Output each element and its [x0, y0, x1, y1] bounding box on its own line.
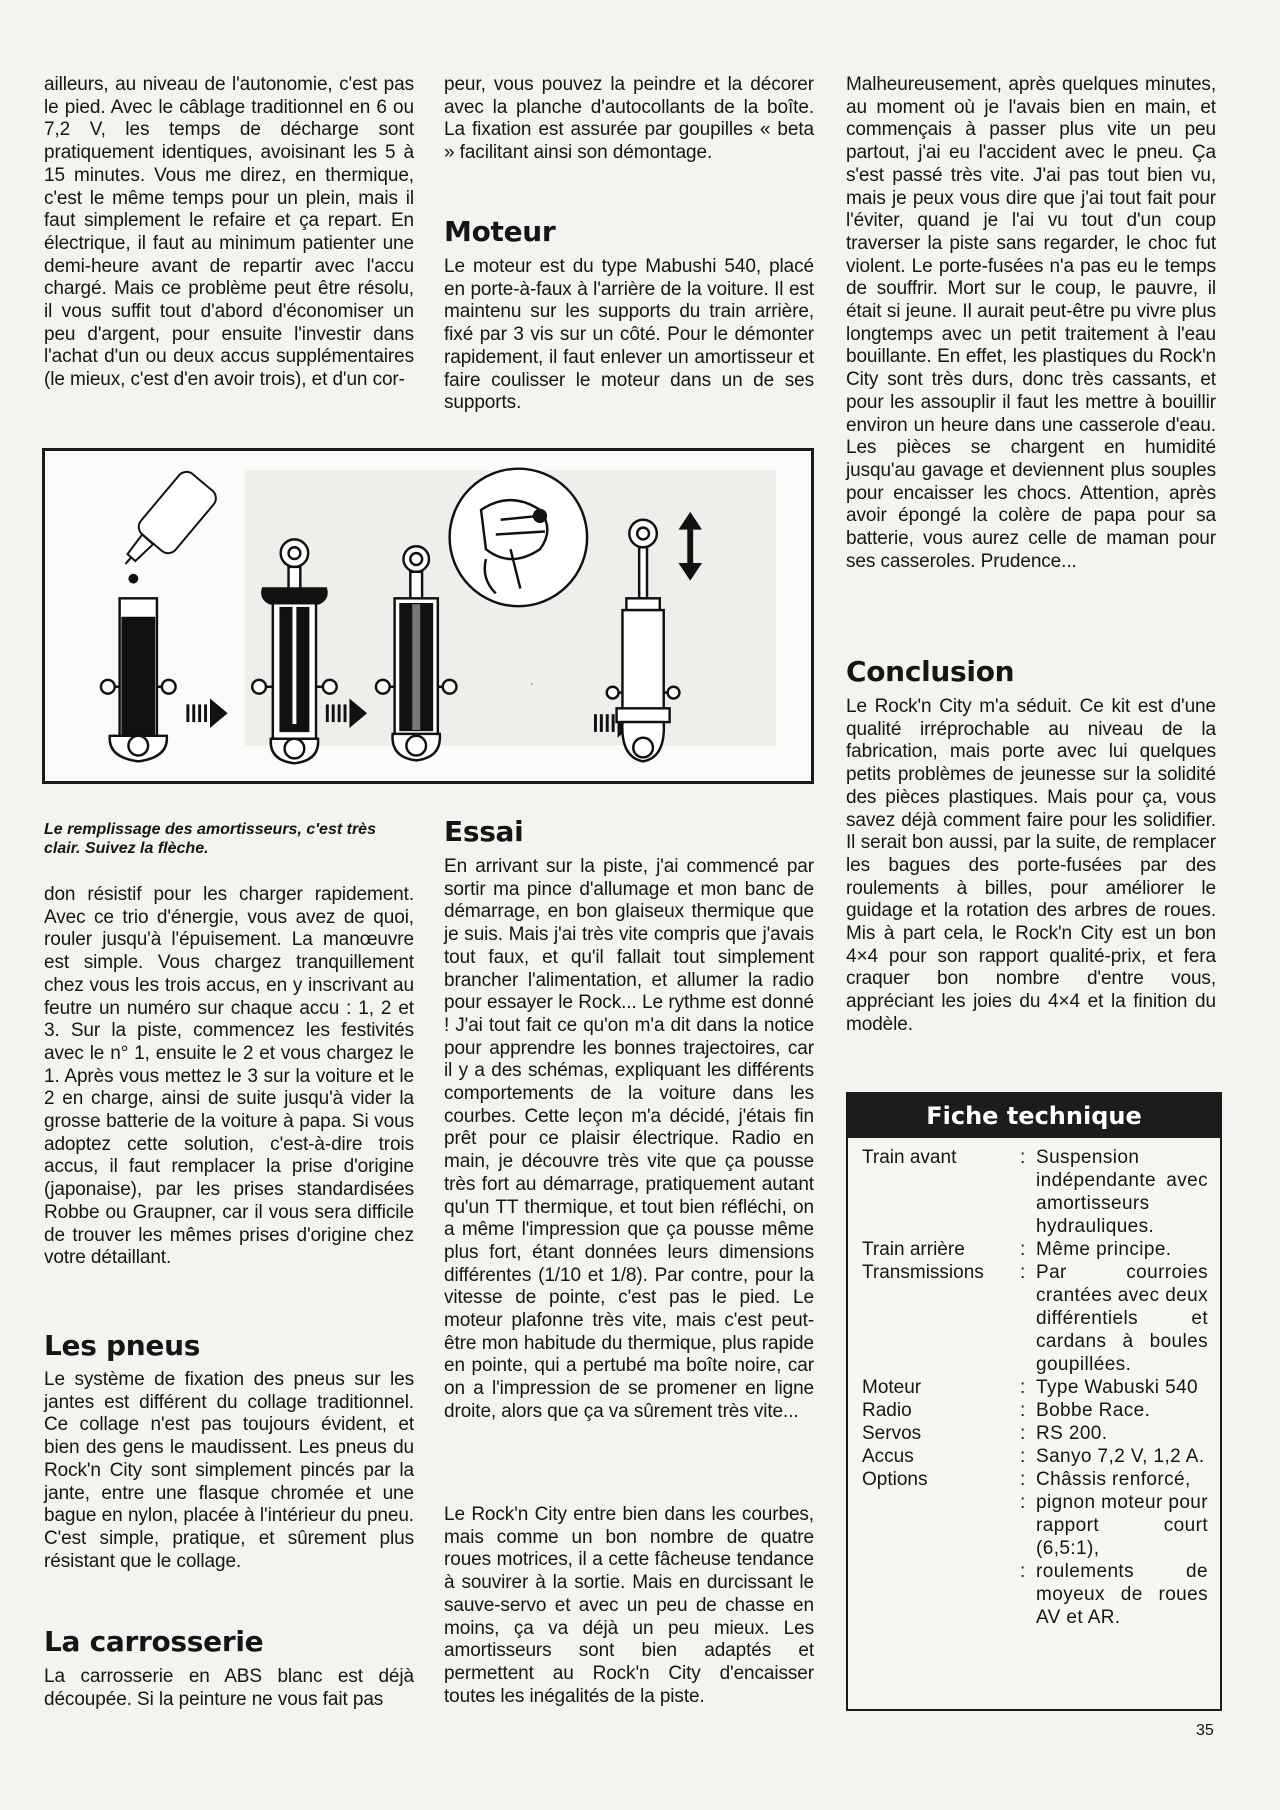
heading-la-carrosserie: La carrosserie	[44, 1625, 264, 1658]
fiche-label	[862, 1560, 1020, 1629]
figure-caption: Le remplissage des amortisseurs, c'est très clair. Suivez la flèche.	[44, 821, 376, 857]
page-number: 35	[1196, 1722, 1214, 1739]
fiche-row-moteur	[862, 1376, 1208, 1399]
col1-paragraph-carrosserie: La carrosserie en ABS blanc est déjà découpée. Si la peinture ne vous fait pas	[44, 1666, 414, 1710]
fiche-separator: :	[1020, 1561, 1026, 1582]
shock-step-1	[101, 598, 176, 761]
fiche-label: Servos	[862, 1423, 922, 1444]
col2-paragraph-moteur: Le moteur est du type Mabushi 540, placé en porte-à-faux à l'arrière de la voiture. Il est maintenu sur les supports du train arrière, fixé par 3 vis sur un côté. Pour le démonter rapidement, il faut enlever un amortisseur et faire coulisser le moteur dans un de ses supports.	[444, 256, 814, 414]
col2-paragraph-essai-2: Le Rock'n City entre bien dans les courbes, mais comme un bon nombre de quatre roues motrices, il a cette fâcheuse tendance à souvirer à la sortie. Mais en durcissant le sauve-servo et avec un peu de chasse en moins, ça va déjà un peu mieux. Les amortisseurs sont bien adaptés et permettent au Rock'n City d'encaisser toutes les inégalités de la piste.	[444, 1504, 814, 1707]
fiche-label: Radio	[862, 1400, 912, 1421]
fiche-value: Même principe.	[1036, 1239, 1172, 1260]
fiche-row-options-2	[862, 1491, 1208, 1560]
fiche-separator: :	[1020, 1492, 1026, 1513]
fiche-row-train-arriere	[862, 1238, 1208, 1261]
fiche-separator: :	[1020, 1377, 1026, 1398]
fiche-row-servos	[862, 1422, 1208, 1445]
fiche-value: Sanyo 7,2 V, 1,2 A.	[1036, 1446, 1205, 1467]
fiche-row-train-avant	[862, 1146, 1208, 1238]
fiche-label: Train arrière	[862, 1239, 965, 1260]
col3-paragraph-conclusion: Le Rock'n City m'a séduit. Ce kit est d'une qualité irréprochable au niveau de la fabrication, mais porte avec lui quelques petits problèmes de jeunesse sur la solidité des pièces plastiques. Mais pour ça, vous savez déjà comment faire pour les solidifier. Il serait bon aussi, par la suite, de remplacer les bagues des porte-fusées par des roulements à billes, pour améliorer le guidage et la rotation des arbres de roues. Mis à part cela, le Rock'n City est un bon 4×4 pour son rapport qualité-prix, et fera craquer bon nombre d'entre vous, appréciant les joies du 4×4 et la finition du modèle.	[846, 696, 1216, 1035]
fiche-label: Train avant	[862, 1147, 957, 1168]
fiche-separator: :	[1020, 1469, 1026, 1490]
hand-detail-circle	[450, 469, 587, 607]
arrow-icon	[186, 699, 227, 728]
fiche-separator: :	[1020, 1400, 1026, 1421]
heading-moteur: Moteur	[444, 215, 556, 248]
fiche-row-transmissions	[862, 1261, 1208, 1376]
fiche-value: Bobbe Race.	[1036, 1400, 1151, 1421]
fiche-label: Moteur	[862, 1377, 922, 1398]
col3-paragraph-1: Malheureusement, après quelques minutes, au moment où je l'avais bien en main, et commençais à passer plus vite un peu partout, j'ai eu l'accident avec le pneu. Ça s'est passé très vite. J'ai pas tout bien vu, mais je peux vous dire que j'ai tout fait pour l'éviter, quand je l'ai vu tout d'un coup traverser la piste sans regarder, le choc fut violent. Le porte-fusées n'a pas eu le temps de souffrir. Mort sur le coup, le pauvre, il était si jeune. Il aurait peut-être pu vivre plus longtemps avec un petit traitement à l'eau bouillante. En effet, les plastiques du Rock'n City sont très durs, donc très cassants, et pour les assouplir il faut les mettre à bouillir environ un heure dans une casserole d'eau. Les pièces se chargent en humidité jusqu'au gavage et deviennent plus souples pour encaisser les chocs. Attention, après avoir épongé la colère de papa pour sa batterie, vous aurez celle de maman pour ses casseroles. Prudence...	[846, 74, 1216, 572]
fiche-row-options	[862, 1468, 1208, 1491]
fiche-value: Suspension indépendante avec amortisseurs hydrauliques.	[1036, 1147, 1208, 1237]
heading-les-pneus: Les pneus	[44, 1329, 201, 1362]
fiche-separator: :	[1020, 1147, 1026, 1168]
fiche-row-radio	[862, 1399, 1208, 1422]
fiche-value: Type Wabuski 540	[1036, 1377, 1198, 1398]
fiche-separator: :	[1020, 1239, 1026, 1260]
fiche-value: roulements de moyeux de roues AV et AR.	[1036, 1561, 1208, 1628]
fiche-value: RS 200.	[1036, 1423, 1108, 1444]
fiche-separator: :	[1020, 1423, 1026, 1444]
col2-paragraph-1: peur, vous pouvez la peindre et la décorer avec la planche d'autocollants de la boîte. La fixation est assurée par goupilles « beta » facilitant ainsi son démontage.	[444, 74, 814, 164]
fiche-separator: :	[1020, 1262, 1026, 1283]
shock-filling-illustration	[45, 451, 811, 781]
fiche-technique-box	[846, 1092, 1222, 1711]
col2-paragraph-essai-1: En arrivant sur la piste, j'ai commencé par sortir ma pince d'allumage et mon banc de démarrage, en bon glaiseux thermique que je suis. Mais j'ai très vite compris que j'avais tout faux, et qu'il fallait tout simplement brancher l'alimentation, et allumer la radio pour essayer le Rock... Le rythme est donné ! J'ai tout fait ce qu'on m'a dit dans la notice pour apprendre les bonnes trajectoires, car il y a des schémas, expliquant les différents comportements de la voiture dans les courbes. Cette leçon m'a décidé, j'étais fin prêt pour ce plaisir électrique. Radio en main, je découvre très vite que ça pousse très fort au démarrage, pratiquement autant qu'un TT thermique, et tout bien réfléchi, on a même l'impression que ça pousse même plus fort, étant données leurs dimensions différentes (1/10 et 1/8). Par contre, pour la vitesse de pointe, c'est pas le pied. Le moteur plafonne très vite, mais c'est peut-être mon habitude du thermique, plus rapide en pointe, qui a pertubé ma boîte noire, car on a l'impression de se promener en ligne droite, alors que ça va sûrement très vite...	[444, 856, 814, 1422]
fiche-row-accus	[862, 1445, 1208, 1468]
fiche-separator: :	[1020, 1446, 1026, 1467]
oil-bottle-icon	[126, 468, 220, 564]
fiche-label	[862, 1491, 1020, 1560]
fiche-label: Options	[862, 1469, 928, 1490]
fiche-technique-title: Fiche technique	[848, 1094, 1220, 1138]
col1-paragraph-2: don résistif pour les charger rapidement. Avec ce trio d'énergie, vous avez de quoi, rouler jusqu'à l'épuisement. La manœuvre est simple. Vous chargez tranquillement chez vous les trois accus, en y inscrivant au feutre un numéro sur chaque accu : 1, 2 et 3. Sur la piste, commencez les festivités avec le n° 1, ensuite le 2 et vous chargez le 1. Après vous mettez le 3 sur la voiture et le 2 en charge, ainsi de suite jusqu'à vider la grosse batterie de la voiture à papa. Si vous adoptez cette solution, c'est-à-dire trois accus, il faut remplacer la prise d'origine (japonaise), par les prises standardisées Robbe ou Graupner, car il vous sera difficile de trouver les mêmes prises d'origine chez votre détaillant.	[44, 884, 414, 1269]
fiche-value: Châssis renforcé,	[1036, 1469, 1191, 1490]
fiche-value: pignon moteur pour rapport court (6,5:1),	[1036, 1492, 1208, 1559]
col1-paragraph-1: ailleurs, au niveau de l'autonomie, c'est pas le pied. Avec le câblage traditionnel en 6 ou 7,2 V, les temps de décharge sont pratiquement identiques, avoisinant les 5 à 15 minutes. Vous me direz, en thermique, c'est le même temps pour un plein, mais il faut simplement le refaire et ça repart. En électrique, il faut au minimum patienter une demi-heure avant de repartir avec l'accu chargé. Mais ce problème peut être résolu, il vous suffit tout d'abord d'économiser un peu d'argent, pour ensuite l'investir dans l'achat d'un ou deux accus supplémentaires (le mieux, c'est d'en avoir trois), et d'un cor-	[44, 74, 414, 391]
heading-conclusion: Conclusion	[846, 655, 1015, 688]
heading-essai: Essai	[444, 815, 524, 848]
fiche-label: Accus	[862, 1446, 914, 1467]
col1-paragraph-pneus: Le système de fixation des pneus sur les jantes est différent du collage traditionnel. Ce collage n'est pas toujours évident, et bien des gens le maudissent. Les pneus du Rock'n City sont simplement pincés par la jante, entre une flasque chromée et une bague en nylon, placée à l'intérieur du pneu. C'est simple, pratique, et sûrement plus résistant que le collage.	[44, 1369, 414, 1572]
fiche-value: Par courroies crantées avec deux différentiels et cardans à boules goupillées.	[1036, 1262, 1208, 1375]
shock-absorber-figure	[42, 448, 814, 784]
svg-text:·: ·	[530, 678, 534, 690]
fiche-label: Transmissions	[862, 1262, 984, 1283]
fiche-row-options-3	[862, 1560, 1208, 1629]
